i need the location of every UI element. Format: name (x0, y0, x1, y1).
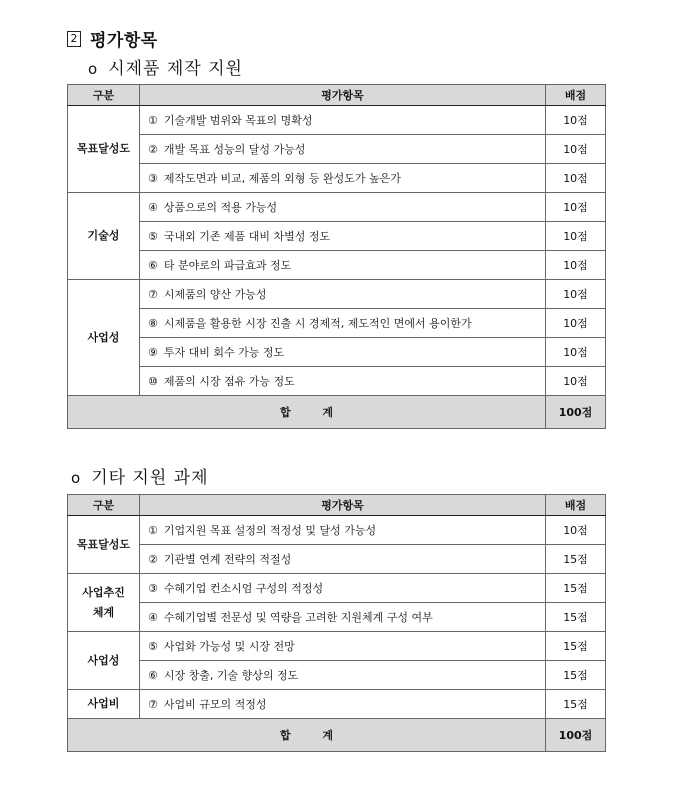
section-number-box: 2 (67, 31, 81, 47)
item-cell (140, 309, 546, 338)
total-score: 100점 (546, 396, 606, 429)
item-number: ⑤ (148, 230, 158, 243)
category-label: 기술성 (87, 229, 120, 242)
table-row (68, 309, 606, 338)
item-cell (140, 135, 546, 164)
item-cell (140, 164, 546, 193)
score-cell: 15점 (546, 603, 606, 632)
item-number: ⑤ (148, 640, 158, 653)
score-cell: 15점 (546, 632, 606, 661)
item-number: ④ (148, 201, 158, 214)
table-row (68, 603, 606, 632)
item-cell (140, 367, 546, 396)
table-row (68, 280, 606, 309)
evaluation-table-prototype (67, 84, 606, 429)
column-header-item: 평가항목 (140, 85, 546, 106)
column-header-item: 평가항목 (140, 495, 546, 516)
total-label: 합 계 (68, 719, 546, 752)
item-cell (140, 222, 546, 251)
score-cell: 10점 (546, 309, 606, 338)
item-cell (140, 193, 546, 222)
category-label: 목표달성도 (76, 142, 131, 155)
score-cell: 10점 (546, 367, 606, 396)
table-row (68, 661, 606, 690)
item-number: ⑦ (148, 698, 158, 711)
column-header-score: 배점 (546, 495, 606, 516)
item-number: ③ (148, 582, 158, 595)
item-text: 제품의 시장 점유 가능 정도 (163, 375, 295, 388)
item-text: 국내외 기존 제품 대비 차별성 정도 (163, 230, 331, 243)
score-cell: 10점 (546, 193, 606, 222)
item-number: ⑥ (148, 669, 158, 682)
category-cell (68, 574, 140, 632)
category-label: 사업성 (87, 330, 120, 344)
category-label: 사업성 (87, 653, 120, 667)
item-cell (140, 106, 546, 135)
score-cell: 10점 (546, 106, 606, 135)
item-cell (140, 632, 546, 661)
score-cell: 15점 (546, 545, 606, 574)
category-cell (68, 280, 140, 396)
item-cell (140, 603, 546, 632)
total-label: 합 계 (68, 396, 546, 429)
table-row (68, 632, 606, 661)
item-text: 개발 목표 성능의 달성 가능성 (163, 143, 306, 156)
item-text: 시장 창출, 기술 향상의 정도 (163, 669, 299, 682)
item-text: 시제품의 양산 가능성 (163, 288, 267, 301)
table-row (68, 545, 606, 574)
table-row (68, 338, 606, 367)
score-cell: 10점 (546, 222, 606, 251)
item-text: 시제품을 활용한 시장 진출 시 경제적, 제도적인 면에서 용이한가 (163, 317, 472, 330)
item-number: ⑧ (148, 317, 158, 330)
item-cell (140, 516, 546, 545)
score-cell: 15점 (546, 574, 606, 603)
total-row (68, 719, 606, 752)
table-row (68, 574, 606, 603)
total-row (68, 396, 606, 429)
section-heading (67, 26, 158, 51)
table-row (68, 193, 606, 222)
item-text: 기관별 연계 전략의 적절성 (163, 553, 292, 566)
item-text: 사업화 가능성 및 시장 전망 (163, 640, 295, 653)
item-text: 제작도면과 비교, 제품의 외형 등 완성도가 높은가 (163, 172, 401, 185)
item-cell (140, 574, 546, 603)
column-header-category: 구분 (68, 495, 140, 516)
item-number: ② (148, 553, 158, 566)
score-cell: 15점 (546, 690, 606, 719)
score-cell: 10점 (546, 280, 606, 309)
item-cell (140, 661, 546, 690)
bullet-icon: o (71, 469, 82, 487)
item-text: 사업비 규모의 적정성 (163, 698, 267, 711)
category-label: 사업비 (87, 697, 120, 710)
item-number: ⑦ (148, 288, 158, 301)
section-title: 평가항목 (90, 31, 158, 51)
table-row (68, 251, 606, 280)
category-cell (68, 106, 140, 193)
item-number: ⑨ (148, 346, 158, 359)
category-cell (68, 516, 140, 574)
item-number: ② (148, 143, 158, 156)
total-score: 100점 (546, 719, 606, 752)
category-label: 목표달성도 (76, 537, 131, 551)
category-label: 체계 (92, 605, 115, 619)
category-cell (68, 193, 140, 280)
score-cell: 15점 (546, 661, 606, 690)
score-cell: 10점 (546, 516, 606, 545)
score-cell: 10점 (546, 251, 606, 280)
item-text: 상품으로의 적용 가능성 (163, 201, 278, 214)
table-row (68, 367, 606, 396)
item-cell (140, 280, 546, 309)
category-cell (68, 632, 140, 690)
item-number: ⑩ (148, 375, 158, 388)
item-number: ① (148, 524, 158, 537)
table-header-row (68, 85, 606, 106)
category-cell (68, 690, 140, 719)
item-cell (140, 690, 546, 719)
item-number: ④ (148, 611, 158, 624)
item-number: ⑥ (148, 259, 158, 272)
table-row (68, 516, 606, 545)
subheading-text: 기타 지원 과제 (91, 468, 209, 488)
column-header-score: 배점 (546, 85, 606, 106)
table-row (68, 135, 606, 164)
bullet-icon: o (88, 60, 99, 78)
score-cell: 10점 (546, 338, 606, 367)
evaluation-table-other (67, 494, 606, 752)
item-number: ③ (148, 172, 158, 185)
table-header-row (68, 495, 606, 516)
item-text: 기술개발 범위와 목표의 명확성 (163, 114, 313, 127)
item-cell (140, 545, 546, 574)
table-row (68, 690, 606, 719)
item-text: 타 분야로의 파급효과 정도 (163, 259, 292, 272)
column-header-category: 구분 (68, 85, 140, 106)
table-row (68, 106, 606, 135)
item-text: 투자 대비 회수 가능 정도 (163, 346, 285, 359)
item-cell (140, 251, 546, 280)
item-text: 수혜기업별 전문성 및 역량을 고려한 지원체계 구성 여부 (163, 611, 433, 624)
item-number: ① (148, 114, 158, 127)
subheading-prototype (88, 54, 243, 79)
item-text: 수혜기업 컨소시엄 구성의 적정성 (163, 582, 324, 595)
item-text: 기업지원 목표 설정의 적정성 및 달성 가능성 (163, 524, 377, 537)
category-label: 사업추진 (82, 585, 125, 599)
table-row (68, 164, 606, 193)
subheading-text: 시제품 제작 지원 (108, 59, 243, 79)
score-cell: 10점 (546, 135, 606, 164)
table-row (68, 222, 606, 251)
item-cell (140, 338, 546, 367)
score-cell: 10점 (546, 164, 606, 193)
subheading-other (71, 463, 209, 488)
